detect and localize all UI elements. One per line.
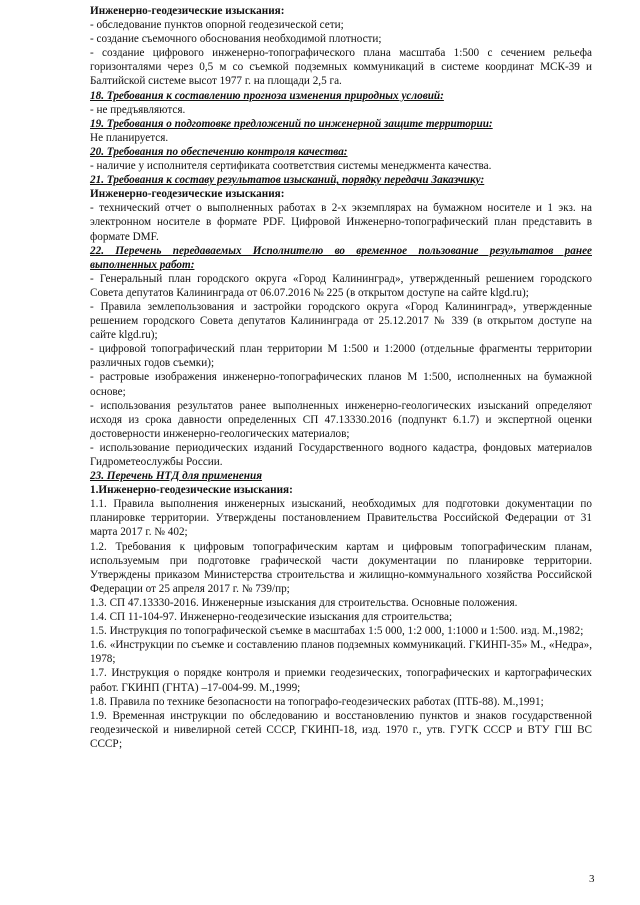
paragraph: - Генеральный план городского округа «Город Калининград», утвержденный решением городского Совета депутатов Калининграда от 06.07.2016 № 225 (в открытом доступе на сайте klgd.ru); <box>90 272 592 299</box>
paragraph: 1.7. Инструкция о порядке контроля и приемки геодезических, топографических и картографических работ. ГКИНП (ГНТА) –17-004-99. М.,1999; <box>90 667 592 694</box>
paragraph: - Правила землепользования и застройки городского округа «Город Калининград», утвержденные решением городского Совета депутатов Калининграда от 25.12.2017 № 339 (в открытом доступе на сайте klgd.ru); <box>90 300 592 342</box>
paragraph: - использования результатов ранее выполненных инженерно-геологических изысканий определяют исходя из срока давности определенных СП 47.13330.2016 (подпункт 6.1.7) и экспертной оценки достоверности инженерно-геологических материалов; <box>90 399 592 440</box>
paragraph: - создание цифрового инженерно-топографического плана масштаба 1:500 с сечением рельефа горизонталями через 0,5 м со съемкой подземных коммуникаций в системе координат МСК-39 и Балтийской системе высот 1977 г. на площади 2,5 га. <box>90 47 592 88</box>
paragraph: 1.1. Правила выполнения инженерных изысканий, необходимых для подготовки документации по планировке территории. Утверждены постановлением Правительства Российской Федерации от 31 марта 2017 г. № 402; <box>90 498 592 539</box>
paragraph: 1.4. СП 11-104-97. Инженерно-геодезические изыскания для строительства; <box>90 611 453 624</box>
section-subheading: 1.Инженерно-геодезические изыскания: <box>90 484 293 497</box>
paragraph: 1.2. Требования к цифровым топографическим картам и цифровым топографическим планам, используемым при подготовке графической части документации по планировке территории. Утверждены приказом Министерства строительства и жилищно-коммунального хозяйства Российской Федерации от 25 апреля 2017 г. № 739/пр; <box>90 540 592 595</box>
paragraph: - технический отчет о выполненных работах в 2-х экземплярах на бумажном носителе и 1 экз. на электронном носителе в формате PDF. Цифровой Инженерно-топографический план представить в формате DMF. <box>90 202 592 243</box>
paragraph: - растровые изображения инженерно-топографических планов М 1:500, исполненных на бумажной основе; <box>90 371 592 398</box>
page-number: 3 <box>589 873 595 885</box>
paragraph: - создание съемочного обоснования необходимой плотности; <box>90 33 382 46</box>
section-heading: 21. Требования к составу результатов изысканий, порядку передачи Заказчику: <box>90 174 485 187</box>
paragraph: 1.5. Инструкция по топографической съемке в масштабах 1:5 000, 1:2 000, 1:1000 и 1:500. изд. М.,1982; <box>90 625 584 638</box>
paragraph: Не планируется. <box>90 131 169 144</box>
section-heading: 22. Перечень передаваемых Исполнителю во временное пользование результатов ранее выполненных работ: <box>90 244 592 271</box>
section-subheading: Инженерно-геодезические изыскания: <box>90 5 285 17</box>
paragraph: - не предъявляются. <box>90 103 186 116</box>
paragraph: 1.8. Правила по технике безопасности на топографо-геодезических работах (ПТБ-88). М.,1991; <box>90 695 544 708</box>
document-body <box>90 4 592 751</box>
paragraph: 1.6. «Инструкции по съемке и составлению планов подземных коммуникаций. ГКИНП-35» М., «Недра», 1978; <box>90 639 592 666</box>
paragraph: 1.3. СП 47.13330-2016. Инженерные изыскания для строительства. Основные положения. <box>90 596 518 609</box>
section-heading: 19. Требования о подготовке предложений по инженерной защите территории: <box>90 117 493 130</box>
paragraph: 1.9. Временная инструкции по обследованию и восстановлению пунктов и знаков государственной геодезической и нивелирной сетей СССР, ГКИНП-18, изд. 1970 г., утв. ГУГК СССР и ВТУ ГШ ВС СССР; <box>90 709 592 750</box>
section-heading: 18. Требования к составлению прогноза изменения природных условий: <box>90 89 444 102</box>
section-subheading: Инженерно-геодезические изыскания: <box>90 188 285 201</box>
section-heading: 20. Требования по обеспечению контроля качества: <box>90 145 348 158</box>
paragraph: - наличие у исполнителя сертификата соответствия системы менеджмента качества. <box>90 160 492 173</box>
paragraph: - использование периодических изданий Государственного водного кадастра, фондовых материалов Гидрометеослужбы России. <box>90 441 592 468</box>
section-heading: 23. Перечень НТД для применения <box>90 470 262 483</box>
paragraph: - обследование пунктов опорной геодезической сети; <box>90 19 344 32</box>
paragraph: - цифровой топографический план территории М 1:500 и 1:2000 (отдельные фрагменты территории различных годов съемки); <box>90 343 592 370</box>
